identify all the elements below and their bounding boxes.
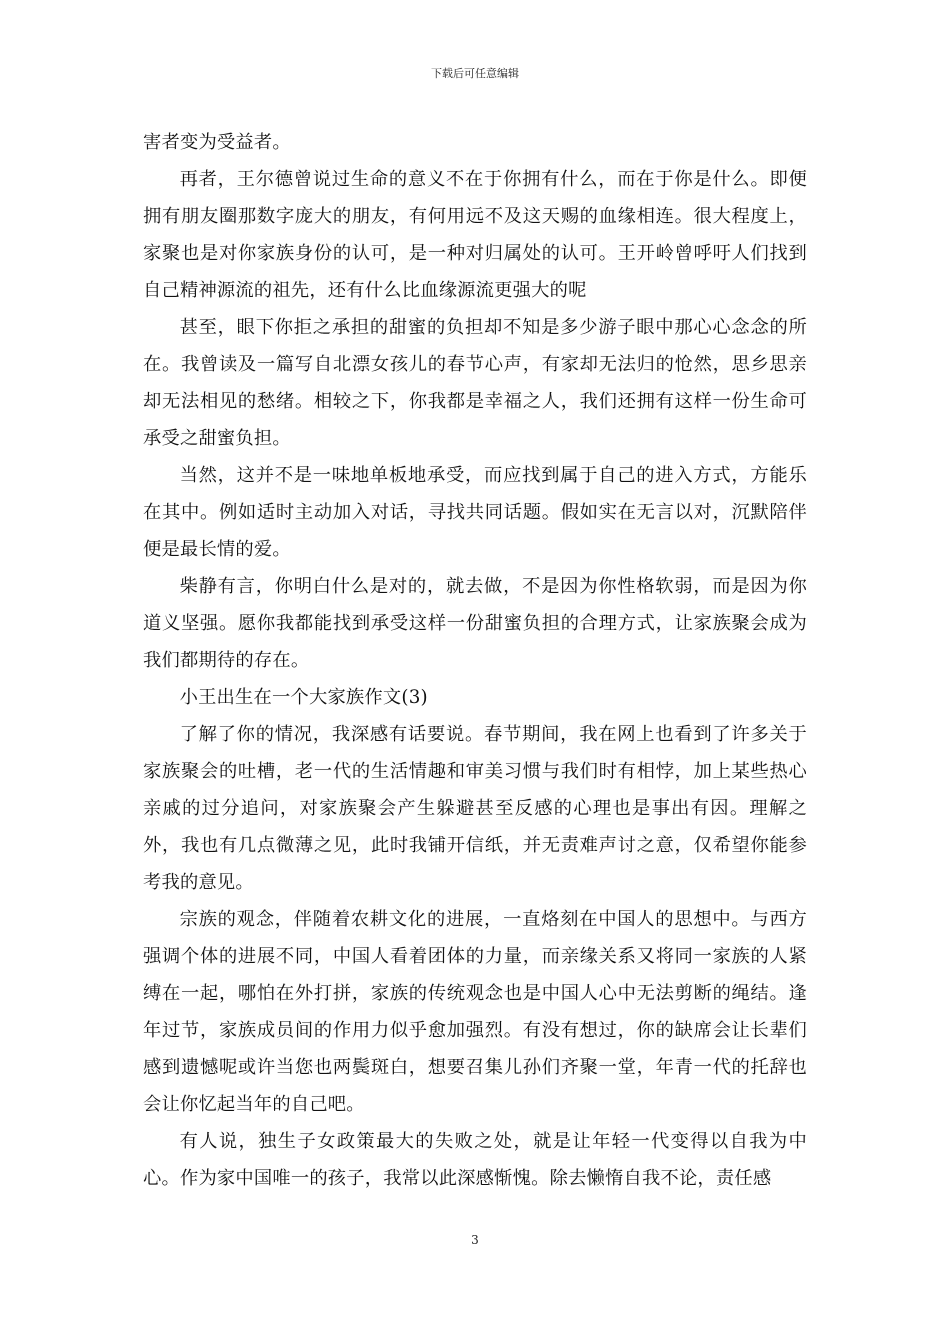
paragraph: 了解了你的情况，我深感有话要说。春节期间，我在网上也看到了许多关于家族聚会的吐槽，老一代的生活情趣和审美习惯与我们时有相悖，加上某些热心亲戚的过分追问，对家族聚会产生躲避甚至反感的心理也是事出有因。理解之外，我也有几点微薄之见，此时我铺开信纸，并无责难声讨之意，仅希望你能参考我的意见。 <box>143 724 807 893</box>
section-heading: 小王出生在一个大家族作文(3) <box>179 687 428 708</box>
page-header: 下载后可任意编辑 <box>431 67 519 80</box>
page-number: 3 <box>471 1233 479 1247</box>
paragraph: 甚至，眼下你拒之承担的甜蜜的负担却不知是多少游子眼中那心心念念的所在。我曾读及一篇写自北漂女孩儿的春节心声，有家却无法归的怆然，思乡思亲却无法相见的愁绪。相较之下，你我都是幸福之人，我们还拥有这样一份生命可承受之甜蜜负担。 <box>143 317 807 449</box>
paragraph: 宗族的观念，伴随着农耕文化的进展，一直烙刻在中国人的思想中。与西方强调个体的进展不同，中国人看着团体的力量，而亲缘关系又将同一家族的人紧缚在一起，哪怕在外打拼，家族的传统观念也是中国人心中无法剪断的绳结。逢年过节，家族成员间的作用力似乎愈加强烈。有没有想过，你的缺席会让长辈们感到遗憾呢或许当您也两鬓斑白，想要召集儿孙们齐聚一堂，年青一代的托辞也会让你忆起当年的自己吧。 <box>143 909 807 1115</box>
paragraph: 柴静有言，你明白什么是对的，就去做，不是因为你性格软弱，而是因为你道义坚强。愿你我都能找到承受这样一份甜蜜负担的合理方式，让家族聚会成为我们都期待的存在。 <box>143 576 807 671</box>
paragraph: 再者，王尔德曾说过生命的意义不在于你拥有什么，而在于你是什么。即便拥有朋友圈那数字庞大的朋友，有何用远不及这天赐的血缘相连。很大程度上，家聚也是对你家族身份的认可，是一种对归属处的认可。王开岭曾呼吁人们找到自己精神源流的祖先，还有什么比血缘源流更强大的呢 <box>143 169 807 301</box>
paragraph: 有人说，独生子女政策最大的失败之处，就是让年轻一代变得以自我为中心。作为家中国唯一的孩子，我常以此深感惭愧。除去懒惰自我不论，责任感 <box>143 1131 807 1189</box>
document-body <box>143 124 807 1197</box>
paragraph: 当然，这并不是一味地单板地承受，而应找到属于自己的进入方式，方能乐在其中。例如适时主动加入对话，寻找共同话题。假如实在无言以对，沉默陪伴便是最长情的爱。 <box>143 465 807 560</box>
paragraph-continuation: 害者变为受益者。 <box>143 132 291 153</box>
